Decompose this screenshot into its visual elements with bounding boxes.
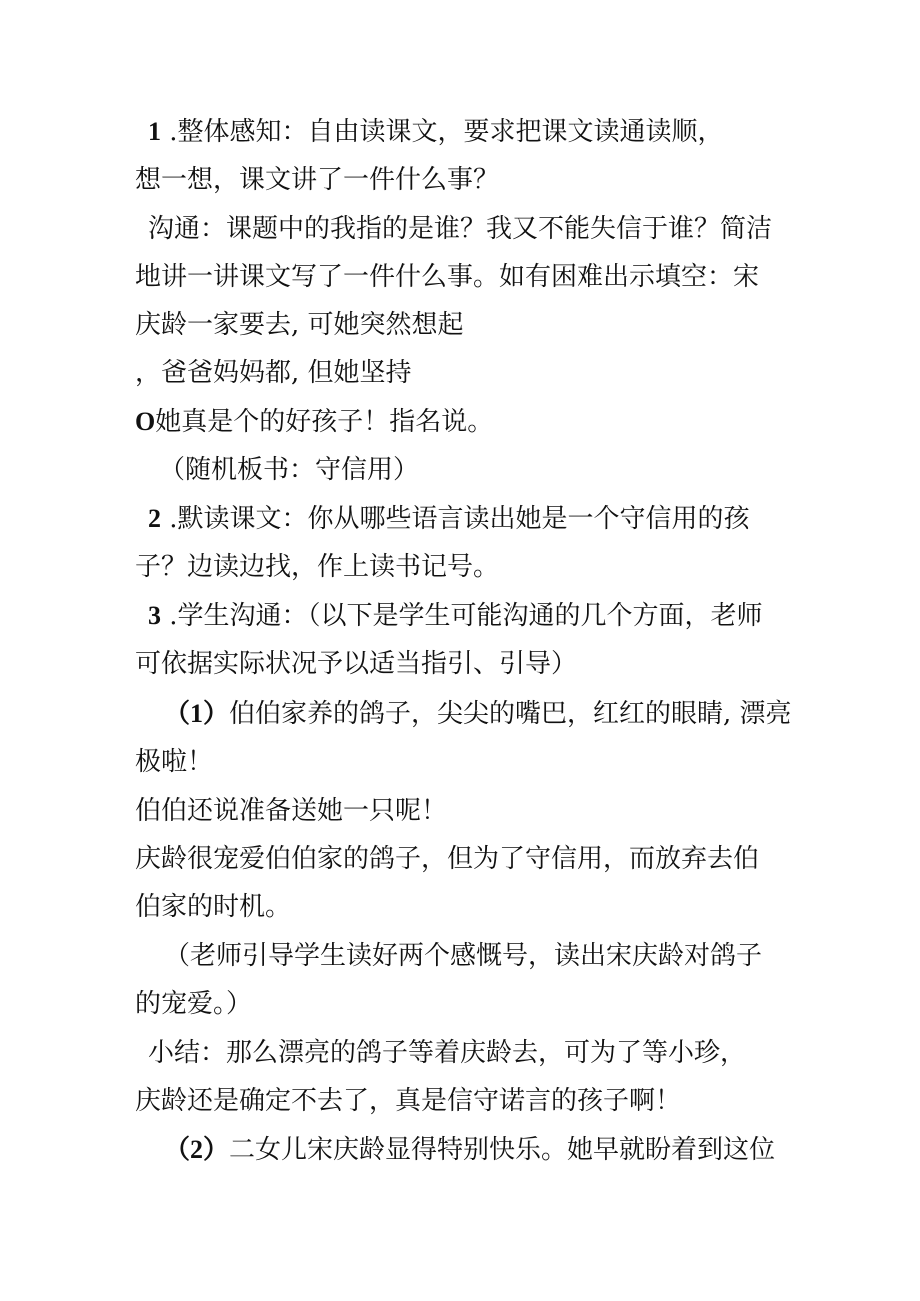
- line-text: 伯伯还说准备送她一只呢！: [135, 796, 448, 826]
- item-number: （1）: [164, 699, 230, 728]
- line-text: 的宠爱。）: [135, 989, 253, 1019]
- line-text: 二女儿宋庆龄显得特别快乐。她早就盼着到这位: [229, 1135, 776, 1165]
- text-line: [135, 1084, 681, 1118]
- text-line: [148, 212, 772, 246]
- line-text: （随机板书：守信用）: [159, 455, 420, 485]
- text-line: [135, 163, 499, 197]
- text-line: [135, 987, 252, 1021]
- line-text: 可依据实际状况予以适当指引、引导）: [135, 649, 578, 679]
- text-line: [135, 794, 447, 828]
- line-text: .整体感知：自由读课文，要求把课文读通读顺，: [161, 117, 724, 147]
- text-line: [148, 599, 763, 633]
- line-text: 她真是个的好孩子！指名说。: [155, 407, 494, 437]
- line-text: 庆龄还是确定不去了，真是信守诺言的孩子啊！: [135, 1086, 682, 1116]
- text-line: [164, 939, 762, 973]
- line-text: 沟通：课题中的我指的是谁？我又不能失信于谁？简洁: [148, 214, 773, 244]
- line-text: 极啦！: [135, 747, 214, 777]
- item-marker: O: [135, 407, 156, 436]
- text-line: [135, 842, 759, 876]
- line-text: 子？边读边找，作上读书记号。: [135, 552, 500, 582]
- line-text: （老师引导学生读好两个感慨号，读出宋庆龄对鸽子: [164, 941, 763, 971]
- text-line: [135, 647, 577, 681]
- item-number: 1: [148, 117, 161, 146]
- text-line: [148, 115, 724, 149]
- text-line: [135, 890, 291, 924]
- text-line: [135, 260, 759, 294]
- text-line: [135, 745, 213, 779]
- line-text: 庆龄很宠爱伯伯家的鸽子，但为了守信用，而放弃去伯: [135, 844, 760, 874]
- line-text: 想一想，课文讲了一件什么事？: [135, 165, 500, 195]
- line-text: 地讲一讲课文写了一件什么事。如有困难出示填空：宋: [135, 262, 760, 292]
- item-number: 2: [148, 504, 161, 533]
- text-line: [135, 308, 464, 342]
- text-line: [135, 550, 499, 584]
- item-number: （2）: [164, 1135, 230, 1164]
- text-line: [148, 502, 750, 536]
- line-text: .默读课文：你从哪些语言读出她是一个守信用的孩: [161, 504, 750, 534]
- line-text: 小结：那么漂亮的鸽子等着庆龄去，可为了等小珍，: [148, 1038, 747, 1068]
- text-line: [135, 356, 412, 390]
- text-line: [148, 1036, 746, 1070]
- line-text: 伯家的时机。: [135, 892, 292, 922]
- text-line: [135, 405, 493, 439]
- line-text: .学生沟通：（以下是学生可能沟通的几个方面，老师: [161, 601, 763, 631]
- text-line: [164, 697, 792, 731]
- line-text: 庆龄一家要去, 可她突然想起: [135, 310, 464, 340]
- line-text: ，爸爸妈妈都, 但她坚持: [135, 358, 412, 388]
- line-text: 伯伯家养的鸽子，尖尖的嘴巴，红红的眼睛, 漂亮: [229, 699, 792, 729]
- text-line: [159, 453, 419, 487]
- item-number: 3: [148, 601, 161, 630]
- text-line: [164, 1133, 775, 1167]
